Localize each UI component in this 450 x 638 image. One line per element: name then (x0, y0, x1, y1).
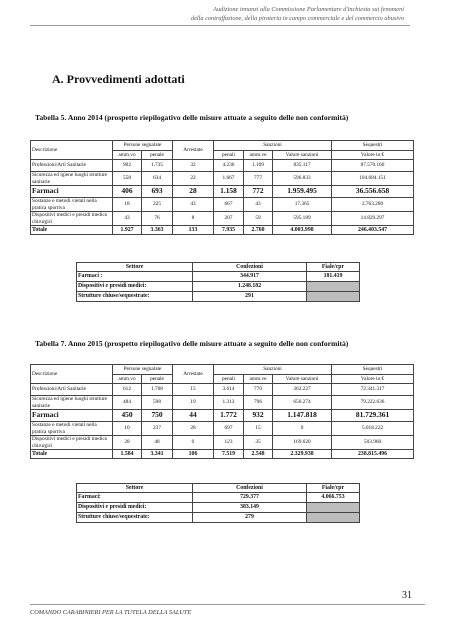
row-label: Sicurezza ed igiene luoghi strutture sanitarie (31, 172, 113, 186)
table-cell: 72.341.317 (332, 384, 414, 396)
table-cell: 1.147.818 (273, 410, 332, 422)
summary-cell (307, 503, 360, 513)
table-row (31, 436, 414, 450)
row-label: Sostanze e metodi vietati nella pratica sportiva (31, 198, 113, 212)
page-number: 31 (402, 590, 412, 601)
table-cell: 650.274 (273, 396, 332, 410)
summary-row (77, 503, 360, 513)
row-label: Farmaci (31, 186, 113, 198)
header-descrizione: Descrizione (31, 141, 113, 160)
row-label: Totale (31, 450, 113, 459)
table-cell: 48 (142, 436, 173, 450)
table-cell: 28 (173, 422, 214, 436)
table-cell: 44 (173, 410, 214, 422)
settore-label: Dispositivi e presidi medici: (77, 282, 193, 292)
table-cell: 1.667 (214, 172, 244, 186)
header-confezioni: Confezioni (193, 263, 307, 272)
table-cell: 43 (113, 212, 142, 226)
table-row (31, 422, 414, 436)
table-cell: 15 (173, 384, 214, 396)
table-cell: 1.927 (113, 226, 142, 235)
settore-label: Strutture chiuse/sequestrate: (77, 513, 193, 523)
header-line-2: della contraffazione, della pirateria in campo commerciale e del commercio abusivo (190, 15, 404, 22)
table-row (31, 410, 414, 422)
table-cell: 558 (113, 172, 142, 186)
table-row (31, 212, 414, 226)
footer-rule (30, 604, 425, 605)
table-cell: 22 (173, 172, 214, 186)
header-fiale: Fiale/cpr (307, 263, 360, 272)
table-row (31, 384, 414, 396)
table-cell: 750 (142, 410, 173, 422)
table-cell: 4.236 (214, 160, 244, 172)
table-cell: 1.313 (214, 396, 244, 410)
summary-row (77, 493, 360, 503)
table-cell: 770 (244, 384, 273, 396)
footer-text: COMANDO CARABINIERI PER LA TUTELA DELLA SALUTE (30, 609, 192, 616)
table-cell: 667 (214, 198, 244, 212)
row-label: Totale (31, 226, 113, 235)
row-label: Dispositivi medici e presidi medico chirurgici (31, 212, 113, 226)
row-label: Farmaci (31, 410, 113, 422)
summary-cell: 383.149 (193, 503, 307, 513)
table-cell: 1.772 (214, 410, 244, 422)
table-2014 (30, 140, 414, 235)
summary-row (77, 292, 360, 302)
header-ammve: amm.ve (244, 151, 273, 160)
header-penali: penali (214, 375, 244, 384)
table-cell: 1.708 (142, 384, 173, 396)
total-row (31, 450, 414, 459)
summary-row (77, 282, 360, 292)
summary-row (77, 272, 360, 282)
table-cell: 225 (142, 198, 173, 212)
table-cell: 238.815.496 (332, 450, 414, 459)
header-persone: Persone segnalate (113, 365, 173, 375)
header-sanzioni: Sanzioni (214, 141, 332, 151)
summary-row (77, 513, 360, 523)
table-cell: 796 (244, 396, 273, 410)
summary-cell: 279 (193, 513, 307, 523)
table-row (31, 186, 414, 198)
table-cell: 43 (244, 198, 273, 212)
header-confezioni: Confezioni (193, 484, 307, 493)
table-cell: 14.829.297 (332, 212, 414, 226)
summary-2015 (76, 483, 360, 523)
row-label: Sostanze e metodi vietati nella pratica sportiva (31, 422, 113, 436)
table-cell: 35 (244, 436, 273, 450)
table-cell: 1.158 (214, 186, 244, 198)
header-line-1: Audizione innanzi alla Commissione Parlamentare d'inchiesta sui fenomeni (213, 6, 404, 13)
summary-cell: 4.066.753 (307, 493, 360, 503)
header-penale: penale (142, 375, 173, 384)
table-cell: 18 (113, 198, 142, 212)
table-cell: 0 (273, 422, 332, 436)
table-cell: 246.403.547 (332, 226, 414, 235)
table-cell: 106 (173, 450, 214, 459)
header-valore: Valore in € (332, 375, 414, 384)
table-2015 (30, 364, 414, 459)
table-row (31, 172, 414, 186)
table-cell: 7.519 (214, 450, 244, 459)
header-valore-sanzioni: Valore sanzioni (273, 375, 332, 384)
summary-cell: 181.419 (307, 272, 360, 282)
table-cell: 693 (142, 186, 173, 198)
summary-cell (307, 513, 360, 523)
table-cell: 612 (113, 384, 142, 396)
summary-cell (307, 292, 360, 302)
table-cell: 3.614 (214, 384, 244, 396)
summary-cell: 1.248.182 (193, 282, 307, 292)
running-header (74, 5, 404, 23)
table-7-caption: Tabella 7. Anno 2015 (prospetto riepilogativo delle misure attuate a seguito delle non conformità) (35, 339, 349, 348)
table-cell: 835.117 (273, 160, 332, 172)
table-cell: 32 (173, 160, 214, 172)
table-cell: 2.548 (244, 450, 273, 459)
table-cell: 4.003.998 (273, 226, 332, 235)
header-valore-sanzioni: Valore sanzioni (273, 151, 332, 160)
row-label: Professioni/Arti Sanitarie (31, 384, 113, 396)
table-cell: 2.763.280 (332, 198, 414, 212)
table-cell: 697 (214, 422, 244, 436)
row-label: Professioni/Arti Sanitarie (31, 160, 113, 172)
header-ammve: amm.ve (244, 375, 273, 384)
summary-2014 (76, 262, 360, 302)
table-cell: 3.341 (142, 450, 173, 459)
header-ammvo: amm.vo (113, 151, 142, 160)
table-cell: 406 (113, 186, 142, 198)
summary-cell (307, 282, 360, 292)
table-cell: 43 (173, 198, 214, 212)
table-cell: 207 (214, 212, 244, 226)
row-label: Dispositivi medici e presidi medico chirurgici (31, 436, 113, 450)
table-cell: 5.018.222 (332, 422, 414, 436)
table-cell: 59 (244, 212, 273, 226)
total-row (31, 226, 414, 235)
section-title: A. Provvedimenti adottati (52, 72, 185, 86)
settore-label: Dispositivi e presidi medici: (77, 503, 193, 513)
table-cell: 595.189 (273, 212, 332, 226)
settore-label: Strutture chiuse/sequestrate: (77, 292, 193, 302)
table-cell: 8 (173, 212, 214, 226)
header-persone: Persone segnalate (113, 141, 173, 151)
table-cell: 15 (244, 422, 273, 436)
table-cell: 772 (244, 186, 273, 198)
table-cell: 2.329.938 (273, 450, 332, 459)
header-settore: Settore (77, 484, 193, 493)
table-cell: 1.735 (142, 160, 173, 172)
header-penali: penali (214, 151, 244, 160)
header-settore: Settore (77, 263, 193, 272)
table-cell: 2.760 (244, 226, 273, 235)
table-cell: 503.960 (332, 436, 414, 450)
table-cell: 19 (173, 396, 214, 410)
table-cell: 104.684.151 (332, 172, 414, 186)
table-cell: 1.959.495 (273, 186, 332, 198)
header-ammvo: amm.vo (113, 375, 142, 384)
table-cell: 87.570.160 (332, 160, 414, 172)
table-row (31, 160, 414, 172)
table-row (31, 396, 414, 410)
table-cell: 10 (113, 422, 142, 436)
table-cell: 1.109 (244, 160, 273, 172)
settore-label: Farmaci: (77, 493, 193, 503)
header-arrestate: Arrestate (173, 141, 214, 160)
table-cell: 484 (113, 396, 142, 410)
header-fiale: Fiale/cpr (307, 484, 360, 493)
table-cell: 3.363 (142, 226, 173, 235)
header-descrizione: Descrizione (31, 365, 113, 384)
table-cell: 0 (173, 436, 214, 450)
summary-cell: 291 (193, 292, 307, 302)
header-sequestri: Sequestri (332, 141, 414, 151)
table-row (31, 198, 414, 212)
table-cell: 902 (113, 160, 142, 172)
table-cell: 169.620 (273, 436, 332, 450)
table-cell: 76 (142, 212, 173, 226)
table-cell: 28 (173, 186, 214, 198)
table-cell: 36.556.658 (332, 186, 414, 198)
table-cell: 237 (142, 422, 173, 436)
table-cell: 79.222.636 (332, 396, 414, 410)
summary-cell: 729.377 (193, 493, 307, 503)
table-cell: 28 (113, 436, 142, 450)
table-cell: 1.584 (113, 450, 142, 459)
table-cell: 932 (244, 410, 273, 422)
table-cell: 634 (142, 172, 173, 186)
header-arrestate: Arrestate (173, 365, 214, 384)
table-cell: 123 (214, 436, 244, 450)
row-label: Sicurezza ed igiene luoghi strutture sanitarie (31, 396, 113, 410)
settore-label: Farmaci : (77, 272, 193, 282)
summary-cell: 344.917 (193, 272, 307, 282)
table-cell: 7.935 (214, 226, 244, 235)
header-penale: penale (142, 151, 173, 160)
header-sequestri: Sequestri (332, 365, 414, 375)
table-cell: 777 (244, 172, 273, 186)
table-5-caption: Tabella 5. Anno 2014 (prospetto riepilogativo delle misure attuate a seguito delle non conformità) (35, 113, 349, 122)
header-rule (30, 25, 410, 26)
table-cell: 81.729.361 (332, 410, 414, 422)
header-sanzioni: Sanzioni (214, 365, 332, 375)
header-valore: Valore in € (332, 151, 414, 160)
table-cell: 450 (113, 410, 142, 422)
table-cell: 596.833 (273, 172, 332, 186)
table-cell: 362.227 (273, 384, 332, 396)
table-cell: 133 (173, 226, 214, 235)
table-cell: 598 (142, 396, 173, 410)
table-cell: 17.365 (273, 198, 332, 212)
